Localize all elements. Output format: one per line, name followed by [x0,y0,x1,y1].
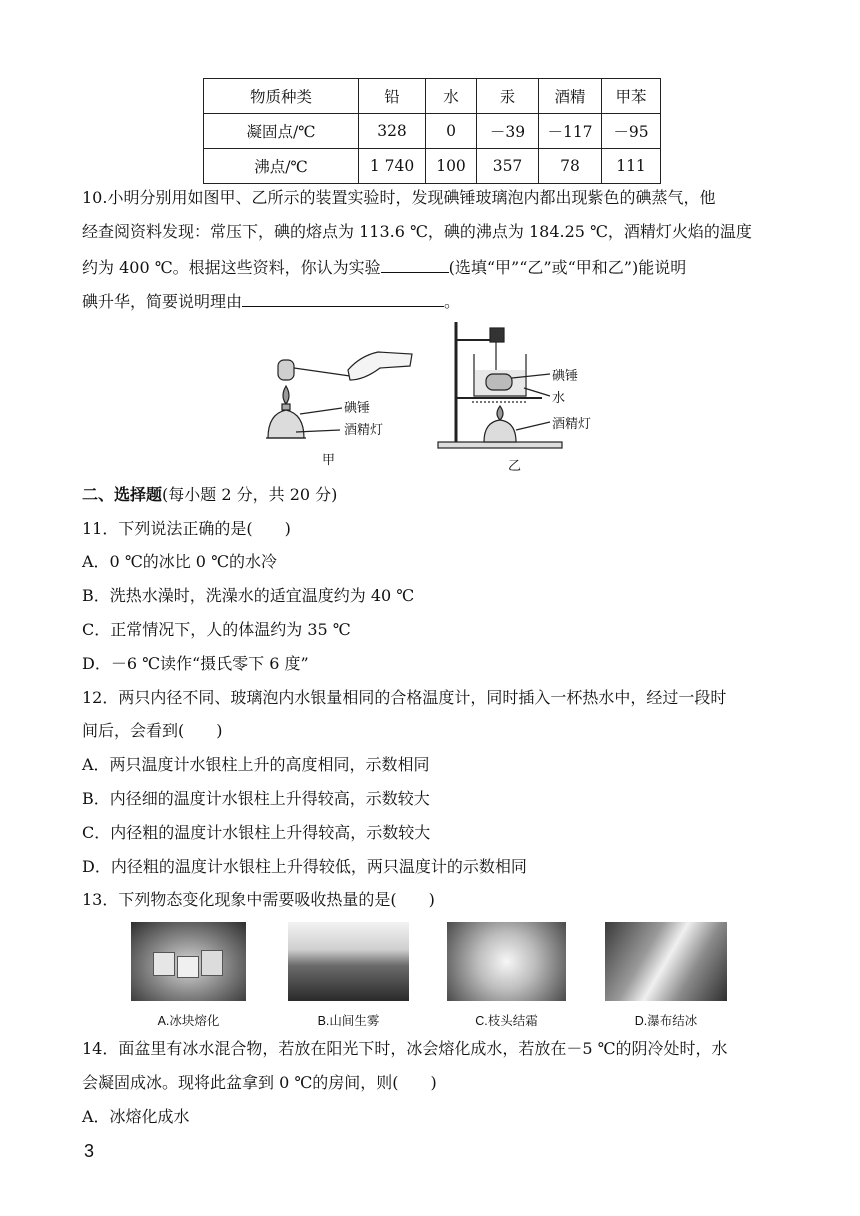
table-cell: 328 [359,114,426,149]
table-cell: －39 [477,114,539,149]
caption-b: B.山间生雾 [317,1014,380,1028]
q11-option-d[interactable]: D．－6 ℃读作“摄氏零下 6 度” [82,654,309,673]
table-row [204,149,661,184]
yi-label-water: 水 [552,390,566,405]
page-number: 3 [84,1141,95,1161]
q14-stem-1: 14．面盆里有冰水混合物，若放在阳光下时，冰会熔化成水，若放在－5 ℃的阴冷处时，水 [82,1039,728,1058]
section-heading [82,485,337,505]
table-row [204,114,661,149]
jia-label-iodine: 碘锤 [344,400,371,415]
table-cell: 铅 [359,79,426,114]
yi-caption: 乙 [508,458,522,473]
table-cell: 水 [426,79,477,114]
table-cell: 酒精 [539,79,602,114]
photo-mountain-fog[interactable] [288,922,409,1001]
iodine-hammer-stem [294,368,350,376]
apparatus-jia [266,352,412,438]
photo-ice-melting[interactable] [131,922,246,1001]
iodine-hammer [486,374,512,390]
q10-line-4 [82,290,460,312]
table-cell: 78 [539,149,602,184]
photo-frost-on-branch[interactable] [447,922,566,1001]
alcohol-lamp [484,420,516,442]
table-header-row [204,79,661,114]
apparatus-yi [438,322,562,448]
q12-option-b[interactable]: B．内径细的温度计水银柱上升得较高，示数较大 [82,789,430,808]
jia-caption: 甲 [322,452,336,467]
table-cell: 1 740 [359,149,426,184]
caption-c: C.枝头结霜 [475,1014,538,1028]
q10-line-4-text: 碘升华，简要说明理由 [82,292,243,311]
jia-label-lamp: 酒精灯 [344,422,384,437]
caption-a: A.冰块熔化 [157,1014,220,1028]
table-cell: 汞 [477,79,539,114]
section-note: (每小题 2 分，共 20 分) [162,485,338,504]
q12-option-d[interactable]: D．内径粗的温度计水银柱上升得较低，两只温度计的示数相同 [82,857,527,876]
yi-label-lamp: 酒精灯 [552,416,592,431]
q13-stem: 13．下列物态变化现象中需要吸收热量的是( ) [82,890,435,909]
table-cell: －95 [602,114,661,149]
table-cell: 111 [602,149,661,184]
hand [348,352,412,380]
q10-line-3-text: 约为 400 ℃。根据这些资料，你认为实验 [82,258,381,277]
q14-stem-2: 会凝固成冰。现将此盆拿到 0 ℃的房间，则( ) [82,1073,437,1092]
photo-frozen-waterfall[interactable] [605,922,727,1001]
flame [497,406,503,420]
table-cell: 甲苯 [602,79,661,114]
q11-option-b[interactable]: B．洗热水澡时，洗澡水的适宜温度约为 40 ℃ [82,586,415,605]
q10-line-3-choices: (选填“甲”“乙”或“甲和乙”)能说明 [448,258,687,277]
q10-line-3 [82,256,686,278]
table-cell: 物质种类 [204,79,359,114]
q10-line-1: 10.小明分别用如图甲、乙所示的装置实验时，发现碘锤玻璃泡内都出现紫色的碘蒸气，他 [82,188,716,207]
iodine-experiment-figure [260,318,605,476]
q10-line-4-end: 。 [444,292,461,311]
q12-option-c[interactable]: C．内径粗的温度计水银柱上升得较高，示数较大 [82,823,431,842]
answer-blank-experiment[interactable] [381,256,449,273]
q11-option-a[interactable]: A．0 ℃的冰比 0 ℃的水冷 [82,552,277,571]
table-cell: 凝固点/℃ [204,114,359,149]
table-cell: 357 [477,149,539,184]
q12-stem-2: 间后，会看到( ) [82,721,223,740]
iodine-hammer-bulb [278,360,294,380]
q11-option-c[interactable]: C．正常情况下，人的体温约为 35 ℃ [82,620,351,639]
table-cell: 沸点/℃ [204,149,359,184]
table-cell: 0 [426,114,477,149]
lamp-wick [282,404,290,410]
table-cell: 100 [426,149,477,184]
caption-d: D.瀑布结冰 [634,1014,698,1028]
yi-label-iodine: 碘锤 [552,368,579,383]
alcohol-lamp [268,410,304,438]
q14-option-a[interactable]: A．冰熔化成水 [82,1107,190,1126]
table-cell: －117 [539,114,602,149]
stand-base [438,442,562,448]
section-title: 二、选择题 [82,485,163,504]
q12-stem-1: 12．两只内径不同、玻璃泡内水银量相同的合格温度计，同时插入一杯热水中，经过一段时 [82,688,727,707]
answer-blank-reason[interactable] [242,290,444,307]
substance-property-table [203,78,661,184]
flame [283,386,289,404]
clamp [490,328,504,342]
q10-line-2: 经查阅资料发现：常压下，碘的熔点为 113.6 ℃，碘的沸点为 184.25 ℃，酒精灯火焰的温度 [82,222,752,241]
q12-option-a[interactable]: A．两只温度计水银柱上升的高度相同，示数相同 [82,755,430,774]
q11-stem: 11．下列说法正确的是( ) [82,519,291,538]
